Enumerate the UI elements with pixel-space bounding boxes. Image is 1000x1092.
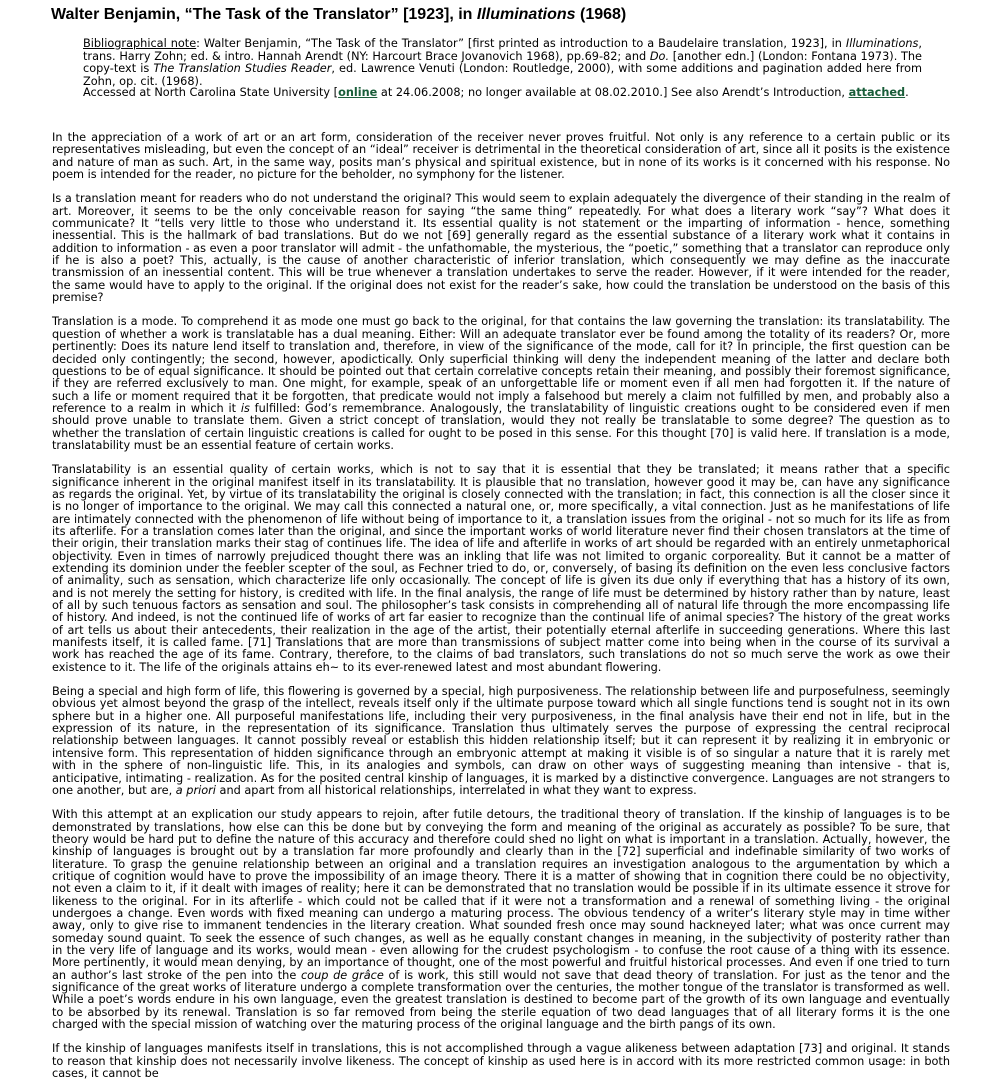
biblio-text-2: , trans. Harry Zohn; ed. & intro. Hannah Arendt (NY: Harcourt Brace Jovanovich 1968), pp.69-82; and: [83, 37, 922, 63]
access-note: [83, 86, 922, 99]
paragraph-4: Translatability is an essential quality of certain works, which is not to say that it is essential that they be translated; it means rather that a specific significance inherent in the original manifest itself in its translatability. It is plausible that no translation, however good it may be, can have any significance as regards the original. Yet, by virtue of its translatability the original is closely connected with the translation; in fact, this connection is all the closer since it is no longer of importance to the original. We may call this connected a natural one, or, more specifically, a vital connection. Just as he manifestations of life are intimately connected with the phenomenon of life without being of importance to it, a translation issues from the original - not so much for its life as from its afterlife. For a translation comes later than the original, and since the important works of world literature never find their chosen translators at the time of their origin, their translation marks their stag of continues life. The idea of life and afterlife in works of art should be regarded with an entirely unmetaphorical objectivity. Even in times of narrowly prejudiced thought there was an inkling that life was not limited to organic corporeality. But it cannot be a matter of extending its dominion under the feebler scepter of the soul, as Fechner tried to do, or, conversely, of basing its definition on the even less conclusive factors of animality, such as sensation, which characterize life only occasionally. The concept of life is given its due only if everything that has a history of its own, and is not merely the setting for history, is credited with life. In the final analysis, the range of life must be determined by history rather than by nature, least of all by such tenuous factors as sensation and soul. The philosopher’s task consists in comprehending all of natural life through the more encompassing life of history. And indeed, is not the continued life of works of art far easier to recognize than the continual life of animal species? The history of the great works of art tells us about their antecedents, their realization in the age of the artist, their potentially eternal afterlife in succeeding generations. Where this last manifests itself, it is called fame. [71] Translations that are more than transmissions of subject matter come into being when in the course of its survival a work has reached the age of its fame. Contrary, therefore, to the claims of bad translators, such translations do not so much serve the work as owe their existence to it. The life of the originals attains eh~ to its ever-renewed latest and most abundant flowering.: [52, 463, 950, 674]
biblio-label: Bibliographical note: [83, 37, 197, 50]
paragraph-3-text-b: fulfilled: God’s remembrance. Analogously, the translatability of linguistic creations ought to be considered even if men should prove unable to translate them. Given a strict concept of translation, would they not really be translatable to some degree? The question as to whether the translation of certain linguistic creations is called for ought to be posed in this sense. For this thought [70] is valid here. If translation is a mode, translatability must be an essential feature of certain works.: [52, 401, 951, 452]
biblio-book: Illuminations: [845, 37, 919, 50]
biblio-reader: The Translation Studies Reader: [153, 62, 332, 76]
page-title: [51, 5, 626, 25]
paragraph-5: [52, 686, 950, 797]
paragraph-5-emphasis: a priori: [175, 783, 216, 797]
title-book: Illuminations: [476, 6, 576, 23]
essay-body: [52, 132, 950, 1092]
paragraph-2: Is a translation meant for readers who do not understand the original? This would seem to explain adequately the divergence of their standing in the realm of art. Moreover, it seems to be the only conceivable reason for saying “the same thing” repeatedly. For what does a literary work “say”? What does it communicate? It “tells very little to those who understand it. Its essential quality is not statement or the imparting of information - hence, something inessential. This is the hallmark of bad translations. But do we not [69] generally regard as the essential substance of a literary work what it contains in addition to information - as even a poor translator will admit - the unfathomable, the mysterious, the “poetic,” something that a translator can reproduce only if he is also a poet? This, actually, is the cause of another characteristic of inferior translation, which consequently we may define as the inaccurate transmission of an inessential content. This will be true whenever a translation undertakes to serve the reader. However, if it were intended for the reader, the same would have to apply to the original. If the original does not exist for the reader’s sake, how could the translation be understood on the basis of this premise?: [52, 192, 950, 305]
paragraph-7: If the kinship of languages manifests itself in translations, this is not accomplished through a vague alikeness between adaptation [73] and original. It stands to reason that kinship does not necessarily involve likeness. The concept of kinship as used here is in accord with its more restricted common usage: in both cases, it cannot be: [52, 1042, 950, 1081]
online-link[interactable]: online: [338, 86, 378, 99]
title-prefix: Walter Benjamin, “The Task of the Translator” [1923], in: [51, 6, 477, 23]
paragraph-5-text-b: and apart from all historical relationships, interrelated in what they want to express.: [215, 783, 697, 797]
biblio-text-4: , ed. Lawrence Venuti (London: Routledge, 2000), with some additions and pagination added here from Zohn, op. cit. (1968).: [83, 62, 923, 88]
paragraph-3: [52, 316, 950, 452]
paragraph-5-text-a: Being a special and high form of life, this flowering is governed by a special, high purposiveness. The relationship between life and purposefulness, seemingly obvious yet almost beyond the grasp of the intellect, reveals itself only if the ultimate purpose toward which all single functions tend is sought not in its own sphere but in a higher one. All purposeful manifestations life, including their very purposiveness, in the final analysis have their end not in life, but in the expression of its nature, in the representation of its significance. Translation thus ultimately serves the purpose of expressing the central reciprocal relationship between languages. It cannot possibly reveal or establish this hidden relationship itself; but it can represent it by realizing it in embryonic or intensive form. This representation of hidden significance through an embryonic attempt at making it visible is of so singular a nature that it is rarely met with in the sphere of non-linguistic life. This, in its analogies and symbols, can draw on other ways of suggesting meaning than intensive - that is, anticipative, intimating - realization. As for the posited central kinship of languages, it is marked by a distinctive convergence. Languages are not strangers to one another, but are,: [52, 685, 950, 797]
paragraph-1: In the appreciation of a work of art or an art form, consideration of the receiver never proves fruitful. Not only is any reference to a certain public or its representatives misleading, but even the concept of an “ideal” receiver is detrimental in the theoretical consideration of art, since all it posits is the existence and nature of man as such. Art, in the same way, posits man’s physical and spiritual existence, but in none of its works is it concerned with his response. No poem is intended for the reader, no picture for the beholder, no symphony for the listener.: [52, 131, 950, 182]
biblio-text-1: : Walter Benjamin, “The Task of the Translator” [first printed as introduction to a Baudelaire translation, 1923], in: [196, 37, 846, 50]
paragraph-3-emphasis: is: [240, 401, 250, 415]
attached-link[interactable]: attached: [848, 86, 906, 99]
bibliographical-note: [83, 38, 922, 88]
paragraph-3-text-a: Translation is a mode. To comprehend it as mode one must go back to the original, for that contains the law governing the translation: its translatability. The question of whether a work is translatable has a dual meaning. Either: Will an adequate translator ever be found among the totality of its readers? Or, more pertinently: Does its nature lend itself to translation and, therefore, in view of the significance of the mode, call for it? In principle, the first question can be decided only contingently; the second, however, apodictically. Only superficial thinking will deny the independent meaning of the latter and declare both questions to be of equal significance. It should be pointed out that certain correlative concepts retain their meaning, and possibly their foremost significance, if they are referred exclusively to man. One might, for example, speak of an unforgettable life or moment even if all men had forgotten it. If the nature of such a life or moment required that it be forgotten, that predicate would not imply a falsehood but merely a claim not fulfilled by men, and probably also a reference to a realm in which it: [52, 315, 950, 415]
biblio-do: Do.: [649, 49, 670, 63]
paragraph-6-text-b: of is work, this still would not save that dead theory of translation. For just as the tenor and the significance of the great works of literature undergo a complete transformation over the centuries, the mother tongue of the translator is transformed as well. While a poet’s words endure in his own language, even the greatest translation is destined to become part of the growth of its own language and eventually to be absorbed by its renewal. Translation is so far removed from being the sterile equation of two dead languages that of all literary forms it is the one charged with the special mission of watching over the maturing process of the original language and the birth pangs of its own.: [52, 968, 951, 1032]
access-text-1: Accessed at North Carolina State University [: [83, 86, 339, 99]
access-text-3: .: [905, 86, 909, 99]
title-suffix: (1968): [575, 6, 627, 23]
access-text-2: at 24.06.2008; no longer available at 08.02.2010.] See also Arendt’s Introduction,: [377, 86, 849, 99]
paragraph-6-text-a: With this attempt at an explication our study appears to rejoin, after futile detours, the traditional theory of translation. If the kinship of languages is to be demonstrated by translations, how else can this be done but by conveying the form and meaning of the original as accurately as possible? To be sure, that theory would be hard put to define the nature of this accuracy and therefore could shed no light on what is important in a translation. Actually, however, the kinship of languages is brought out by a translation far more profoundly and clearly than in the [72] superficial and indefinable similarity of two works of literature. To grasp the genuine relationship between an original and a translation requires an investigation analogous to the argumentation by which a critique of cognition would have to prove the impossibility of an image theory. There it is a matter of showing that in cognition there could be no objectivity, not even a claim to it, if it dealt with images of reality; here it can be demonstrated that no translation would be possible if in its ultimate essence it strove for likeness to the original. For in its afterlife - which could not be called that if it were not a transformation and a renewal of something living - the original undergoes a change. Even words with fixed meaning can undergo a maturing process. The obvious tendency of a writer’s literary style may in time wither away, only to give rise to immanent tendencies in the literary creation. What sounded fresh once may sound hackneyed later; what was once current may someday sound quaint. To seek the essence of such changes, as well as he equally constant changes in meaning, in the subjectivity of posterity rather than in the very life of language and its works, would mean - even allowing for the crudest psychologism - to confuse the root cause of a thing with its essence. More pertinently, it would mean denying, by an importance of thought, one of the most powerful and fruitful historical processes. And even if one tried to turn an author’s last stroke of the pen into the: [52, 808, 950, 982]
paragraph-6: [52, 809, 950, 1031]
paragraph-6-emphasis: coup de grâce: [300, 968, 384, 982]
biblio-text-3: [another edn.] (London: Fontana 1973). The copy-text is: [83, 49, 922, 76]
